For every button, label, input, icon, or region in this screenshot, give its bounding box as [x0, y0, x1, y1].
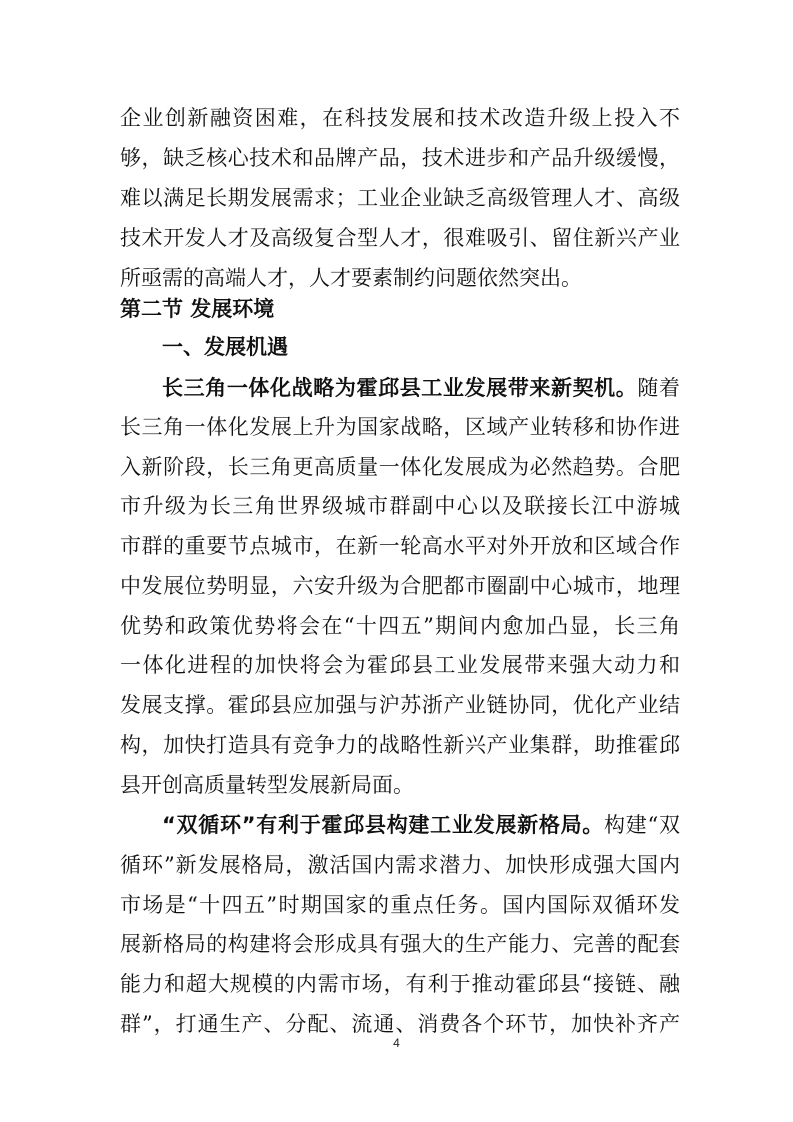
paragraph-line: 县开创高质量转型发展新局面。 [120, 773, 414, 797]
paragraph-line: 市群的重要节点城市，在新一轮高水平对外开放和区域合作 [120, 534, 680, 558]
paragraph-line: 循环”新发展格局，激活国内需求潜力、加快形成强大国内 [120, 853, 680, 877]
bold-lead: 长三角一体化战略为霍邱县工业发展带来新契机。 [162, 376, 638, 400]
paragraph-line: 企业创新融资困难，在科技发展和技术改造升级上投入不 [120, 106, 680, 130]
paragraph-line: 优势和政策优势将会在“十四五”期间内愈加凸显，长三角 [120, 614, 680, 638]
section-title: 第二节 发展环境 [120, 297, 275, 321]
first-line-rest: 构建“双 [604, 813, 680, 837]
paragraph-line: 够，缺乏核心技术和品牌产品，技术进步和产品升级缓慢， [120, 146, 680, 170]
paragraph-first-line [162, 373, 680, 403]
paragraph-line: 入新阶段，长三角更高质量一体化发展成为必然趋势。合肥 [120, 455, 680, 479]
subsection-title: 一、发展机遇 [162, 335, 288, 359]
paragraph-line: 群”，打通生产、分配、流通、消费各个环节，加快补齐产 [120, 1012, 680, 1036]
paragraph-line: 中发展位势明显，六安升级为合肥都市圈副中心城市，地理 [120, 574, 680, 598]
page-number: 4 [393, 1036, 400, 1050]
paragraph-line: 展新格局的构建将会形成具有强大的生产能力、完善的配套 [120, 932, 680, 956]
paragraph-line: 发展支撑。霍邱县应加强与沪苏浙产业链协同，优化产业结 [120, 693, 680, 717]
paragraph-line: 市升级为长三角世界级城市群副中心以及联接长江中游城 [120, 494, 680, 518]
paragraph-line: 所亟需的高端人才，人才要素制约问题依然突出。 [120, 266, 582, 290]
first-line-rest: 随着 [637, 376, 680, 400]
bold-lead: “双循环”有利于霍邱县构建工业发展新格局。 [162, 813, 605, 837]
paragraph-line: 能力和超大规模的内需市场，有利于推动霍邱县“接链、融 [120, 972, 680, 996]
paragraph-line: 构，加快打造具有竞争力的战略性新兴产业集群，助推霍邱 [120, 733, 680, 757]
paragraph-line: 难以满足长期发展需求；工业企业缺乏高级管理人才、高级 [120, 186, 680, 210]
paragraph-line: 技术开发人才及高级复合型人才，很难吸引、留住新兴产业 [120, 226, 680, 250]
paragraph-line: 长三角一体化发展上升为国家战略，区域产业转移和协作进 [120, 415, 680, 439]
paragraph-line: 市场是“十四五”时期国家的重点任务。国内国际双循环发 [120, 893, 680, 917]
paragraph-line: 一体化进程的加快将会为霍邱县工业发展带来强大动力和 [120, 653, 680, 677]
paragraph-first-line [162, 810, 680, 840]
